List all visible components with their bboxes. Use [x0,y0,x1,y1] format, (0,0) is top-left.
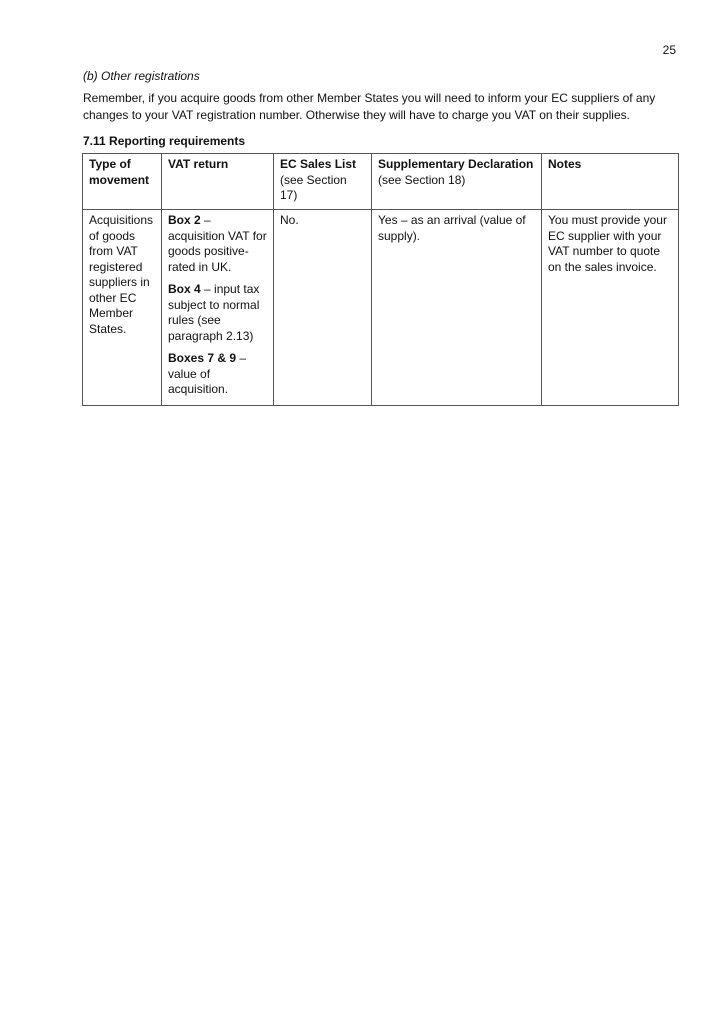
table-row [83,210,679,406]
cell-type-of-movement: Acquisitions of goods from VAT registered suppliers in other EC Member States. [83,210,162,406]
header-notes: Notes [542,154,679,210]
header-vat-return: VAT return [162,154,274,210]
vat-boxes-7-9: Boxes 7 & 9 – value of acquisition. [168,351,247,396]
cell-notes: You must provide your EC supplier with your VAT number to quote on the sales invoice. [542,210,679,406]
section-heading: 7.11 Reporting requirements [83,134,246,148]
vat-box-4: Box 4 – input tax subject to normal rules (see paragraph 2.13) [168,282,260,343]
header-type-of-movement: Type of movement [83,154,162,210]
cell-ec-sales-list: No. [274,210,372,406]
cell-vat-return [162,210,274,406]
subheading-other-registrations: (b) Other registrations [83,69,200,83]
cell-supplementary-declaration: Yes – as an arrival (value of supply). [372,210,542,406]
vat-box-2: Box 2 – acquisition VAT for goods positive-rated in UK. [168,213,267,274]
reporting-requirements-table [82,153,679,406]
header-supplementary-declaration: Supplementary Declaration (see Section 18) [372,154,542,210]
table-header-row [83,154,679,210]
page-number: 25 [662,43,676,57]
body-paragraph: Remember, if you acquire goods from other Member States you will need to inform your EC suppliers of any changes to your VAT registration number. Otherwise they will have to charge you VAT on their supplies. [83,91,656,122]
header-ec-sales-list: EC Sales List (see Section 17) [274,154,372,210]
